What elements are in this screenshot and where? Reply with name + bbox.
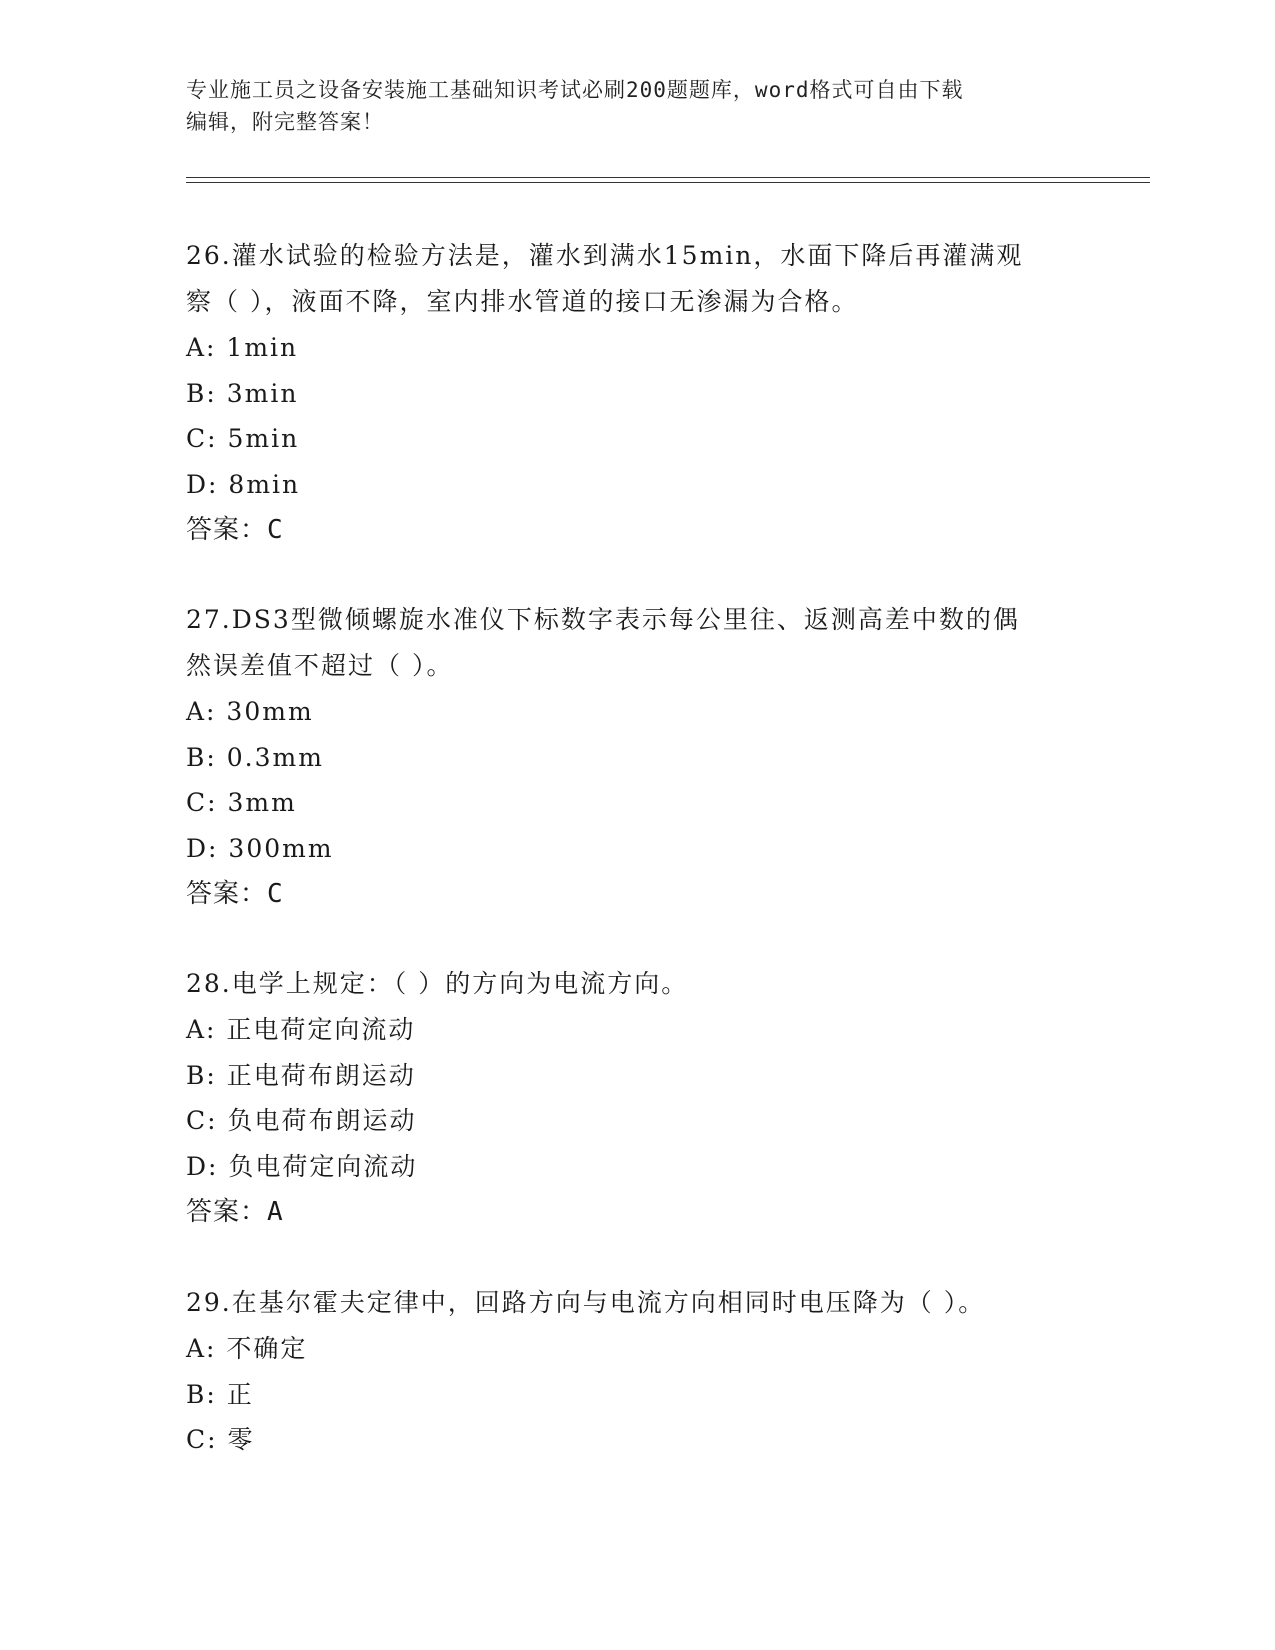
question-stem-line: 27.DS3型微倾螺旋水准仪下标数字表示每公里往、返测高差中数的偶 xyxy=(186,605,1020,634)
question-stem-line: 28.电学上规定：（ ）的方向为电流方向。 xyxy=(186,969,689,998)
answer-label: 答案： xyxy=(186,879,268,909)
answer-line xyxy=(186,507,1086,553)
option-d: D: 负电荷定向流动 xyxy=(186,1151,418,1181)
header-divider-bottom xyxy=(186,182,1150,183)
question-27 xyxy=(186,597,1086,917)
question-stem-line: 察（ ），液面不降，室内排水管道的接口无渗漏为合格。 xyxy=(186,287,859,316)
answer-value: C xyxy=(267,515,284,545)
question-26 xyxy=(186,233,1086,553)
option-c: C: 零 xyxy=(186,1425,255,1454)
option-d: D: 300mm xyxy=(186,833,334,863)
question-29 xyxy=(186,1280,1086,1463)
option-a: A: 30mm xyxy=(186,697,314,726)
answer-line xyxy=(186,871,1086,917)
answer-value: A xyxy=(267,1197,284,1227)
option-b: B: 0.3mm xyxy=(186,742,324,772)
answer-label: 答案： xyxy=(186,515,268,545)
answer-label: 答案： xyxy=(186,1197,268,1227)
option-c: C: 负电荷布朗运动 xyxy=(186,1106,417,1135)
header-divider-top xyxy=(186,177,1150,178)
option-c: C: 5min xyxy=(186,424,300,453)
answer-line xyxy=(186,1189,1086,1235)
document-header xyxy=(186,74,1086,138)
option-c: C: 3mm xyxy=(186,788,297,817)
question-stem-line: 然误差值不超过（ ）。 xyxy=(186,651,454,680)
question-stem-line: 26.灌水试验的检验方法是，灌水到满水15min，水面下降后再灌满观 xyxy=(186,241,1024,270)
option-b: B: 正电荷布朗运动 xyxy=(186,1060,416,1090)
option-b: B: 3min xyxy=(186,378,299,408)
answer-value: C xyxy=(267,879,284,909)
option-b: B: 正 xyxy=(186,1379,254,1409)
question-28 xyxy=(186,961,1086,1235)
header-line-2: 编辑，附完整答案！ xyxy=(186,110,384,134)
option-a: A: 不确定 xyxy=(186,1334,308,1363)
option-d: D: 8min xyxy=(186,469,301,499)
option-a: A: 1min xyxy=(186,333,299,362)
option-a: A: 正电荷定向流动 xyxy=(186,1015,416,1044)
header-line-1: 专业施工员之设备安装施工基础知识考试必刷200题题库，word格式可自由下载 xyxy=(186,78,964,102)
question-stem-line: 29.在基尔霍夫定律中，回路方向与电流方向相同时电压降为（ ）。 xyxy=(186,1288,986,1317)
